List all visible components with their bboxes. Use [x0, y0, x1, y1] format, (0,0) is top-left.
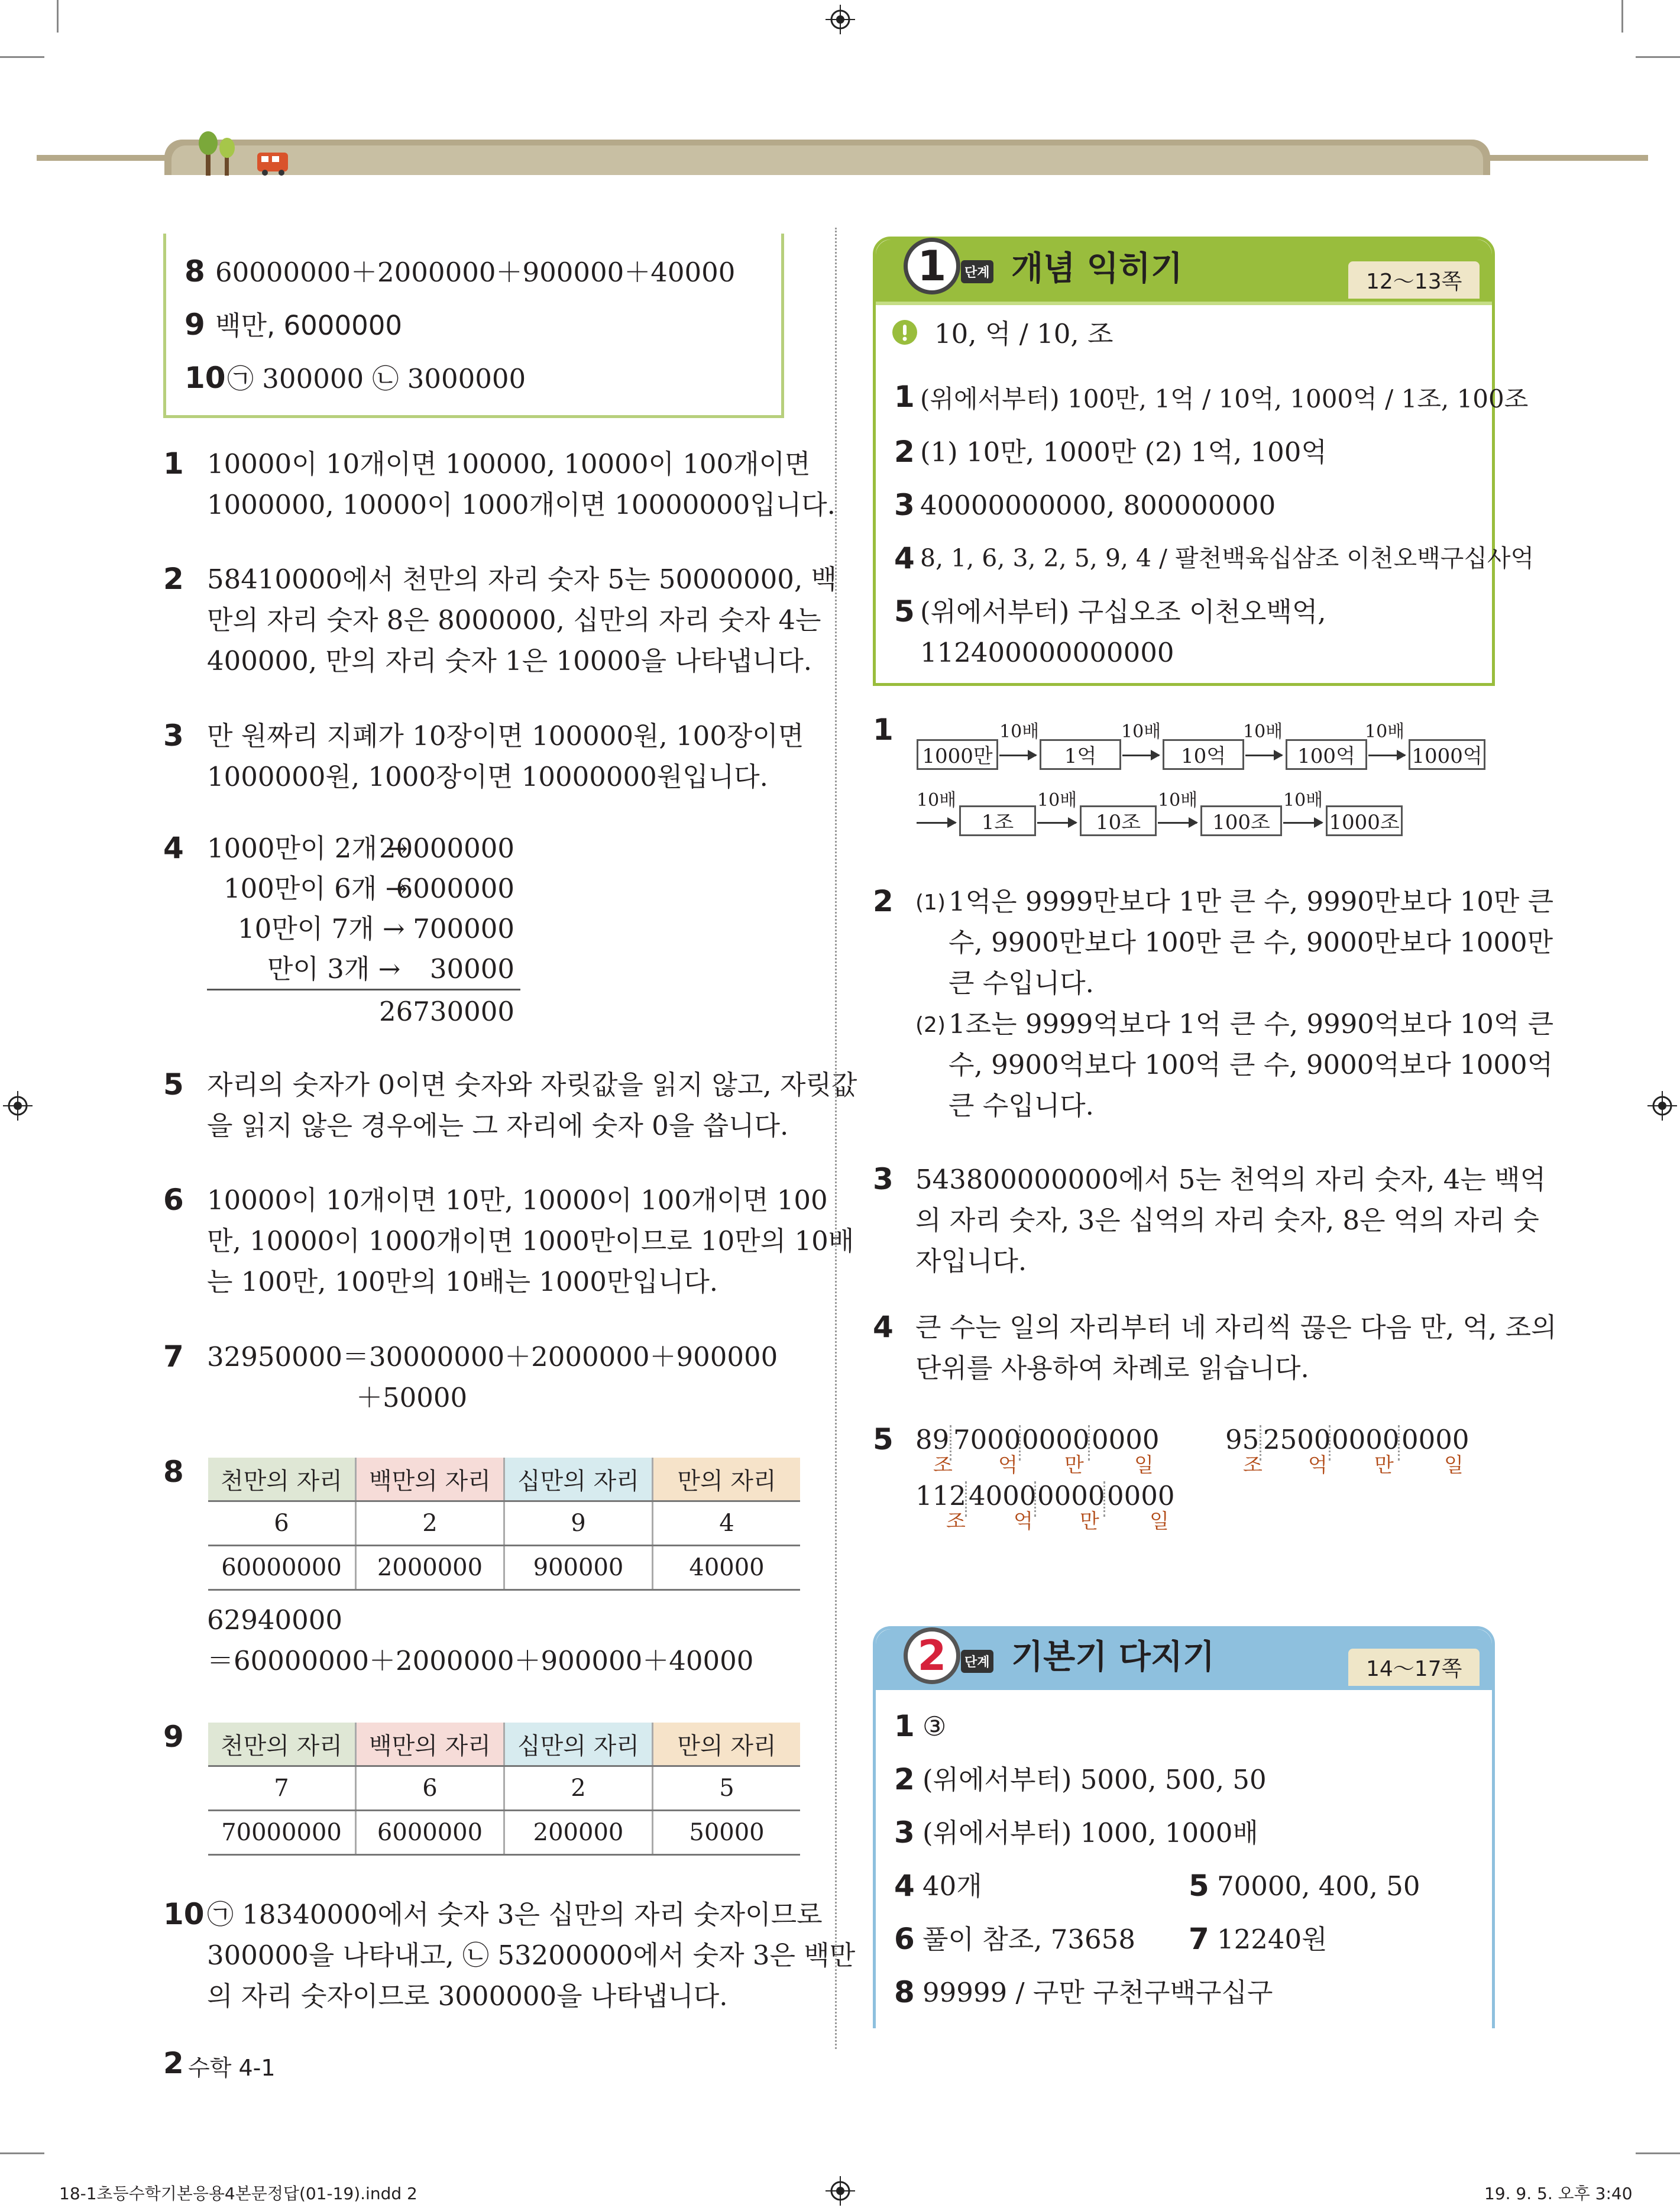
table-cell: 6 — [208, 1501, 356, 1546]
sum-line — [207, 989, 520, 990]
question-number: 1 — [163, 446, 184, 481]
table-header: 천만의 자리 — [208, 1458, 356, 1501]
digit-group: 0000 — [1332, 1424, 1400, 1455]
answer-line: 단위를 사용하여 차례로 읽습니다. — [915, 1352, 1309, 1384]
unit-label: 일 — [1444, 1454, 1464, 1477]
answer-line: 543800000000에서 5는 천억의 자리 숫자, 4는 백억 — [915, 1164, 1546, 1195]
times-label: 10배 — [1158, 790, 1198, 811]
unit-label: 억 — [1308, 1454, 1328, 1477]
stage2-tag: 단계 — [961, 1650, 993, 1673]
registration-mark-icon — [826, 5, 855, 34]
addition-label: 1000만이 2개 → — [207, 833, 408, 864]
diagram-box: 1000조 — [1326, 805, 1403, 836]
addition-value: 30000 — [429, 953, 514, 985]
question-number: 4 — [873, 1310, 894, 1344]
answer-text: 99999 / 구만 구천구백구십구 — [922, 1977, 1273, 2008]
table-header: 십만의 자리 — [504, 1458, 653, 1501]
diagram-box: 1억 — [1040, 739, 1121, 770]
unit-label: 조 — [933, 1454, 953, 1477]
arrow-icon — [999, 755, 1036, 756]
answer-line: 만의 자리 숫자 8은 8000000, 십만의 자리 숫자 4는 — [207, 604, 821, 636]
table-cell: 40000 — [653, 1546, 801, 1590]
answer-text: 40000000000, 800000000 — [920, 490, 1276, 521]
question-number: 10 — [163, 1897, 205, 1931]
addition-label: 만이 3개 → — [267, 953, 401, 985]
table-cell: 200000 — [504, 1811, 653, 1855]
crop-mark — [1621, 0, 1623, 33]
table-cell: 2 — [356, 1501, 504, 1546]
addition-total: 26730000 — [378, 996, 514, 1027]
stage1-pages: 12～13쪽 — [1348, 261, 1480, 299]
concept-tip: 10, 억 / 10, 조 — [934, 318, 1113, 349]
addition-label: 100만이 6개 → — [224, 873, 408, 904]
unit-label: 일 — [1150, 1510, 1169, 1533]
table-cell: 50000 — [653, 1811, 801, 1855]
answer-number: 5 — [894, 594, 915, 629]
question-number: 8 — [163, 1455, 184, 1489]
times-label: 10배 — [917, 790, 957, 811]
times-label: 10배 — [1283, 790, 1323, 811]
digit-group: 0000 — [1401, 1424, 1469, 1455]
answer-line: 큰 수입니다. — [949, 967, 1094, 999]
answer-number: 3 — [894, 1815, 915, 1850]
arrow-icon — [1283, 822, 1322, 824]
question-number: 6 — [163, 1183, 184, 1217]
table-header: 만의 자리 — [653, 1458, 801, 1501]
digit-group: 0000 — [1107, 1480, 1175, 1511]
place-value-table — [208, 1723, 800, 1856]
place-value-table — [208, 1458, 800, 1591]
table-cell: 6 — [356, 1766, 504, 1811]
table-header: 십만의 자리 — [504, 1723, 653, 1766]
answer-text: (위에서부터) 1000, 1000배 — [922, 1817, 1258, 1849]
answer-line: 400000, 만의 자리 숫자 1은 10000을 나타냅니다. — [207, 645, 813, 676]
arrow-icon — [1122, 755, 1159, 756]
table-cell: 4 — [653, 1501, 801, 1546]
answer-line: ㉠ 18340000에서 숫자 3은 십만의 자리 숫자이므로 — [207, 1899, 823, 1930]
table-header: 백만의 자리 — [356, 1458, 504, 1501]
stage1-tag: 단계 — [961, 260, 993, 283]
review-number: 9 — [184, 307, 205, 342]
addition-label: 10만이 7개 → — [238, 913, 405, 944]
review-answer: ㉠ 300000 ㉡ 3000000 — [227, 363, 526, 394]
arrow-icon — [917, 822, 956, 824]
arrow-icon — [1368, 755, 1405, 756]
answer-line: 큰 수입니다. — [949, 1090, 1094, 1121]
unit-label: 만 — [1080, 1510, 1099, 1533]
unit-label: 억 — [998, 1454, 1018, 1477]
answer-number: 2 — [894, 435, 915, 469]
diagram-box: 100억 — [1286, 739, 1367, 770]
stage2-title: 기본기 다지기 — [1011, 1638, 1215, 1676]
answer-line: 자입니다. — [915, 1245, 1027, 1277]
answer-number: 1 — [894, 1709, 915, 1743]
unit-label: 조 — [1243, 1454, 1263, 1477]
table-cell: 900000 — [504, 1546, 653, 1590]
answer-line: 1억은 9999만보다 1만 큰 수, 9990만보다 10만 큰 — [949, 886, 1554, 917]
answer-line: 1000000, 10000이 1000개이면 10000000입니다. — [207, 489, 836, 520]
review-number: 8 — [184, 254, 205, 289]
answer-line: 58410000에서 천만의 자리 숫자 5는 50000000, 백 — [207, 564, 837, 595]
addition-value: 20000000 — [378, 833, 514, 864]
table-cell: 60000000 — [208, 1546, 356, 1590]
group-separator — [1088, 1425, 1090, 1461]
answer-line: 만, 10000이 1000개이면 1000만이므로 10만의 10배 — [207, 1225, 854, 1257]
question-number: 3 — [163, 718, 184, 753]
question-number: 4 — [163, 831, 184, 865]
answer-text: 풀이 참조, 73658 — [922, 1924, 1135, 1955]
exclamation-icon — [892, 319, 918, 345]
diagram-box: 100조 — [1200, 805, 1282, 836]
group-separator — [1329, 1425, 1331, 1461]
answer-text: 8, 1, 6, 3, 2, 5, 9, 4 / 팔천백육십삼조 이천오백구십사억 — [920, 544, 1535, 572]
question-number: 7 — [163, 1339, 184, 1374]
answer-line: 1조는 9999억보다 1억 큰 수, 9990억보다 10억 큰 — [949, 1008, 1554, 1040]
date-slug: 19. 9. 5. 오후 3:40 — [1484, 2184, 1633, 2203]
table-cell: 70000000 — [208, 1811, 356, 1855]
answer-line: 큰 수는 일의 자리부터 네 자리씩 끊은 다음 만, 억, 조의 — [915, 1312, 1557, 1343]
table-cell: 6000000 — [356, 1811, 504, 1855]
unit-label: 일 — [1134, 1454, 1154, 1477]
unit-label: 조 — [946, 1510, 966, 1533]
crop-mark — [1636, 2152, 1680, 2154]
times-label: 10배 — [1121, 721, 1161, 742]
question-number: 3 — [873, 1162, 894, 1196]
answer-line: 300000을 나타내고, ㉡ 53200000에서 숫자 3은 백만 — [207, 1940, 856, 1971]
table-cell: 2000000 — [356, 1546, 504, 1590]
stage1-header-line — [876, 302, 1492, 305]
crop-mark — [0, 56, 44, 58]
unit-label: 만 — [1374, 1454, 1394, 1477]
answer-number: 5 — [1189, 1869, 1209, 1903]
crop-mark — [0, 2152, 44, 2154]
answer-line: 10000이 10개이면 100000, 10000이 100개이면 — [207, 448, 811, 480]
answer-line: 의 자리 숫자, 3은 십억의 자리 숫자, 8은 억의 자리 숫 — [915, 1205, 1539, 1236]
answer-line: 62940000 — [207, 1604, 343, 1636]
answer-text: ③ — [922, 1711, 947, 1742]
diagram-box: 1000만 — [917, 739, 998, 770]
answer-text: (1) 10만, 1000만 (2) 1억, 100억 — [920, 436, 1327, 468]
registration-mark-icon — [3, 1091, 33, 1121]
table-cell: 5 — [653, 1766, 801, 1811]
answer-number: 3 — [894, 488, 915, 522]
question-number: 9 — [163, 1720, 184, 1754]
answer-number: 6 — [894, 1922, 915, 1956]
answer-text: 70000, 400, 50 — [1217, 1870, 1420, 1902]
answer-line: 수, 9900만보다 100만 큰 수, 9000만보다 1000만 — [949, 927, 1553, 958]
table-cell: 7 — [208, 1766, 356, 1811]
answer-text: 40개 — [922, 1870, 982, 1902]
review-number: 10 — [184, 361, 226, 395]
registration-mark-icon — [826, 2176, 855, 2206]
question-number: 1 — [873, 713, 894, 747]
table-header: 만의 자리 — [653, 1723, 801, 1766]
answer-line: ＋50000 — [356, 1382, 468, 1413]
diagram-box: 1조 — [959, 805, 1036, 836]
times-label: 10배 — [999, 721, 1040, 742]
stage1-title: 개념 익히기 — [1011, 250, 1183, 288]
answer-line: 는 100만, 100만의 10배는 1000만입니다. — [207, 1266, 718, 1297]
arrow-icon — [1245, 755, 1282, 756]
group-separator — [1034, 1481, 1036, 1517]
review-answer: 60000000＋2000000＋900000＋40000 — [215, 257, 736, 288]
addition-value: 700000 — [413, 913, 514, 944]
answer-line: 을 읽지 않은 경우에는 그 자리에 숫자 0을 씁니다. — [207, 1110, 789, 1141]
answer-number: 8 — [894, 1975, 915, 2009]
tree-bus-icon — [195, 131, 313, 179]
answer-line: ＝60000000＋2000000＋900000＋40000 — [207, 1645, 754, 1676]
question-number: 5 — [873, 1422, 894, 1456]
answer-text: 12240원 — [1217, 1924, 1328, 1955]
crop-mark — [57, 0, 59, 33]
answer-line: 1000000원, 1000장이면 10000000원입니다. — [207, 761, 768, 792]
times-label: 10배 — [1037, 790, 1077, 811]
arrow-icon — [1037, 822, 1076, 824]
digit-group: 0000 — [1092, 1424, 1160, 1455]
stage2-pages: 14～17쪽 — [1348, 1649, 1480, 1686]
digit-group: 89 — [915, 1424, 950, 1455]
stage1-number: 1 — [904, 238, 960, 294]
digit-group: 95 — [1225, 1424, 1260, 1455]
number-grouping — [915, 1419, 1483, 1537]
answer-line: 32950000＝30000000＋2000000＋900000 — [207, 1341, 778, 1372]
group-separator — [1103, 1481, 1105, 1517]
sub-tag: (1) — [915, 891, 946, 915]
addition-value: 6000000 — [396, 873, 514, 904]
review-answer: 백만, 6000000 — [215, 310, 402, 341]
answer-line: 만 원짜리 지폐가 10장이면 100000원, 100장이면 — [207, 720, 804, 752]
unit-label: 만 — [1064, 1454, 1084, 1477]
answer-line: 자리의 숫자가 0이면 숫자와 자릿값을 읽지 않고, 자릿값 — [207, 1069, 857, 1100]
group-separator — [1019, 1425, 1021, 1461]
crop-mark — [1636, 56, 1680, 58]
column-divider — [835, 228, 837, 2049]
answer-text: (위에서부터) 100만, 1억 / 10억, 1000억 / 1조, 100조 — [920, 384, 1529, 413]
answer-text: (위에서부터) 구십오조 이천오백억, — [920, 596, 1326, 627]
times-label: 10배 — [1243, 721, 1283, 742]
answer-text: (위에서부터) 5000, 500, 50 — [922, 1764, 1267, 1795]
registration-mark-icon — [1647, 1091, 1677, 1121]
digit-group: 7000 — [953, 1424, 1021, 1455]
answer-line: 10000이 10개이면 10만, 10000이 100개이면 100 — [207, 1184, 828, 1216]
file-slug: 18-1초등수학기본응용4본문정답(01-19).indd 2 — [59, 2184, 417, 2203]
sub-tag: (2) — [915, 1013, 946, 1037]
table-header: 백만의 자리 — [356, 1723, 504, 1766]
unit-label: 억 — [1014, 1510, 1033, 1533]
digit-group: 0000 — [1022, 1424, 1090, 1455]
question-number: 2 — [163, 562, 184, 596]
question-number: 5 — [163, 1067, 184, 1102]
stage2-number: 2 — [904, 1627, 960, 1684]
arrow-icon — [1158, 822, 1197, 824]
group-separator — [1398, 1425, 1400, 1461]
digit-group: 0000 — [1037, 1480, 1105, 1511]
table-cell: 2 — [504, 1766, 653, 1811]
answer-text: 112400000000000 — [920, 637, 1174, 668]
question-number: 2 — [873, 884, 894, 918]
digit-group: 112 — [915, 1480, 966, 1511]
answer-number: 1 — [894, 380, 915, 414]
answer-number: 2 — [894, 1762, 915, 1796]
table-header: 천만의 자리 — [208, 1723, 356, 1766]
digit-group: 4000 — [969, 1480, 1037, 1511]
header-bar-inner — [171, 145, 1483, 175]
answer-line: 의 자리 숫자이므로 3000000을 나타냅니다. — [207, 1980, 728, 2012]
times-label: 10배 — [1365, 721, 1405, 742]
table-cell: 9 — [504, 1501, 653, 1546]
answer-number: 7 — [1189, 1922, 1209, 1956]
digit-group: 2500 — [1263, 1424, 1331, 1455]
diagram-box: 1000억 — [1409, 739, 1485, 770]
answer-line: 수, 9900억보다 100억 큰 수, 9000억보다 1000억 — [949, 1049, 1553, 1080]
diagram-box: 10조 — [1080, 805, 1157, 836]
page-number: 2 — [163, 2046, 184, 2080]
answer-number: 4 — [894, 1869, 915, 1903]
diagram-box: 10억 — [1163, 739, 1244, 770]
answer-number: 4 — [894, 541, 915, 575]
book-title: 수학 4-1 — [188, 2055, 276, 2081]
